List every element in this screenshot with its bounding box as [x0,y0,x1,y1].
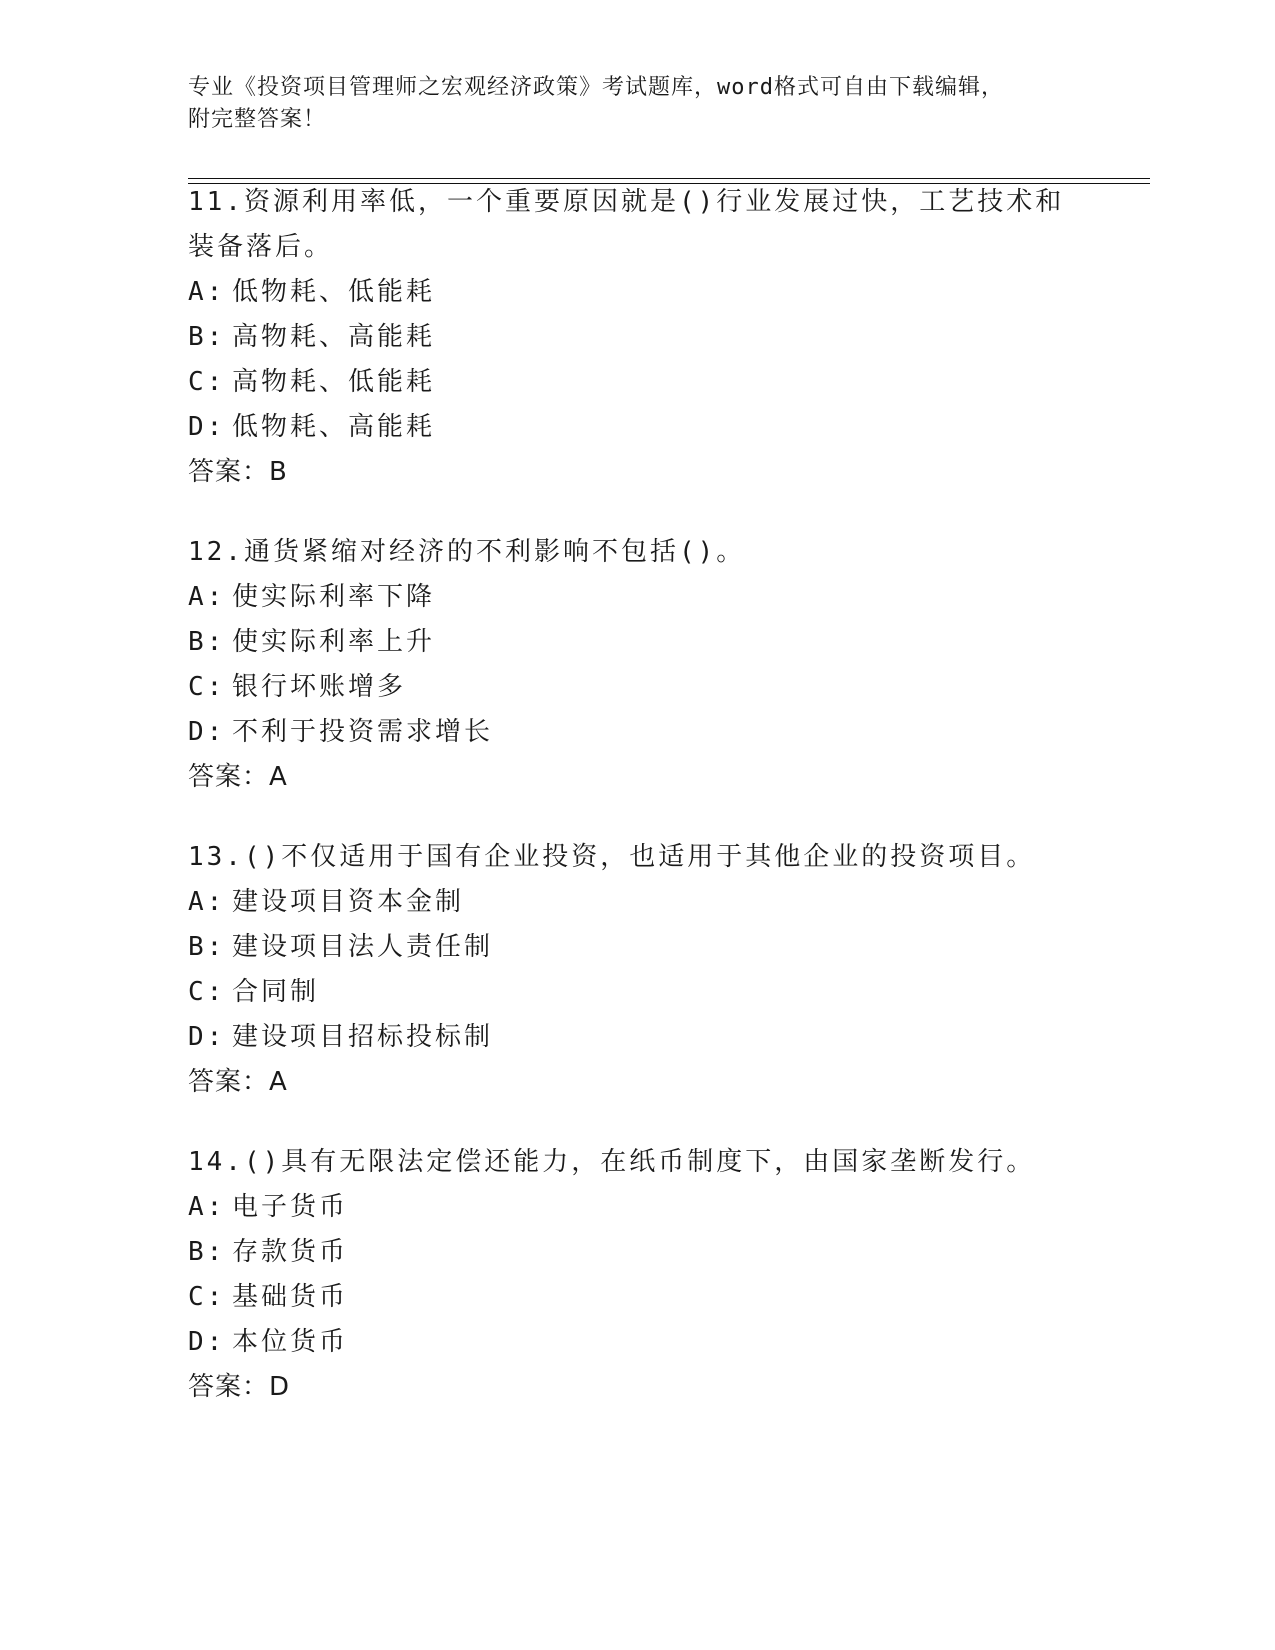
option-letter: C: [188,1282,226,1312]
option-b [188,925,1150,970]
option-letter: A: [188,887,226,917]
option-letter: B: [188,627,226,657]
option-letter: D: [188,1327,226,1357]
option-text: 合同制 [232,977,320,1007]
option-text: 银行坏账增多 [232,672,407,702]
option-b [188,620,1150,665]
option-letter: A: [188,582,226,612]
option-letter: A: [188,277,226,307]
option-text: 存款货币 [232,1237,349,1267]
answer-line: 答案：B [188,457,288,487]
option-letter: A: [188,1192,226,1222]
option-b [188,315,1150,360]
header-line-2: 附完整答案！ [188,107,327,132]
option-text: 不利于投资需求增长 [232,717,494,747]
question-12 [188,530,1150,800]
question-11 [188,180,1150,495]
option-letter: D: [188,717,226,747]
option-letter: C: [188,977,226,1007]
option-d [188,1015,1150,1060]
document-page [188,0,1150,1650]
option-letter: B: [188,1237,226,1267]
question-stem: 14.()具有无限法定偿还能力，在纸币制度下，由国家垄断发行。 [188,1147,1036,1177]
option-text: 低物耗、高能耗 [232,412,436,442]
option-text: 建设项目法人责任制 [232,932,494,962]
option-text: 建设项目资本金制 [232,887,465,917]
option-letter: C: [188,672,226,702]
option-text: 使实际利率下降 [232,582,436,612]
document-header [188,72,1068,136]
answer-line: 答案：A [188,1067,288,1097]
option-letter: C: [188,367,226,397]
option-text: 高物耗、高能耗 [232,322,436,352]
option-c [188,360,1150,405]
option-text: 本位货币 [232,1327,349,1357]
option-c [188,970,1150,1015]
question-stem: 13.()不仅适用于国有企业投资，也适用于其他企业的投资项目。 [188,842,1036,872]
question-stem: 12.通货紧缩对经济的不利影响不包括()。 [188,537,746,567]
option-b [188,1230,1150,1275]
question-13 [188,835,1150,1105]
option-c [188,665,1150,710]
question-stem: 11.资源利用率低，一个重要原因就是()行业发展过快，工艺技术和装备落后。 [188,187,1065,262]
option-d [188,1320,1150,1365]
option-text: 低物耗、低能耗 [232,277,436,307]
option-letter: B: [188,932,226,962]
option-letter: D: [188,412,226,442]
option-d [188,710,1150,755]
option-a [188,880,1150,925]
option-a [188,575,1150,620]
option-c [188,1275,1150,1320]
option-letter: B: [188,322,226,352]
option-text: 高物耗、低能耗 [232,367,436,397]
option-a [188,1185,1150,1230]
header-line-1: 专业《投资项目管理师之宏观经济政策》考试题库，word格式可自由下载编辑， [188,75,1004,100]
option-text: 使实际利率上升 [232,627,436,657]
option-d [188,405,1150,450]
option-letter: D: [188,1022,226,1052]
question-14 [188,1140,1150,1410]
option-a [188,270,1150,315]
option-text: 建设项目招标投标制 [232,1022,494,1052]
answer-line: 答案：D [188,1372,291,1402]
option-text: 基础货币 [232,1282,349,1312]
option-text: 电子货币 [232,1192,349,1222]
answer-line: 答案：A [188,762,288,792]
